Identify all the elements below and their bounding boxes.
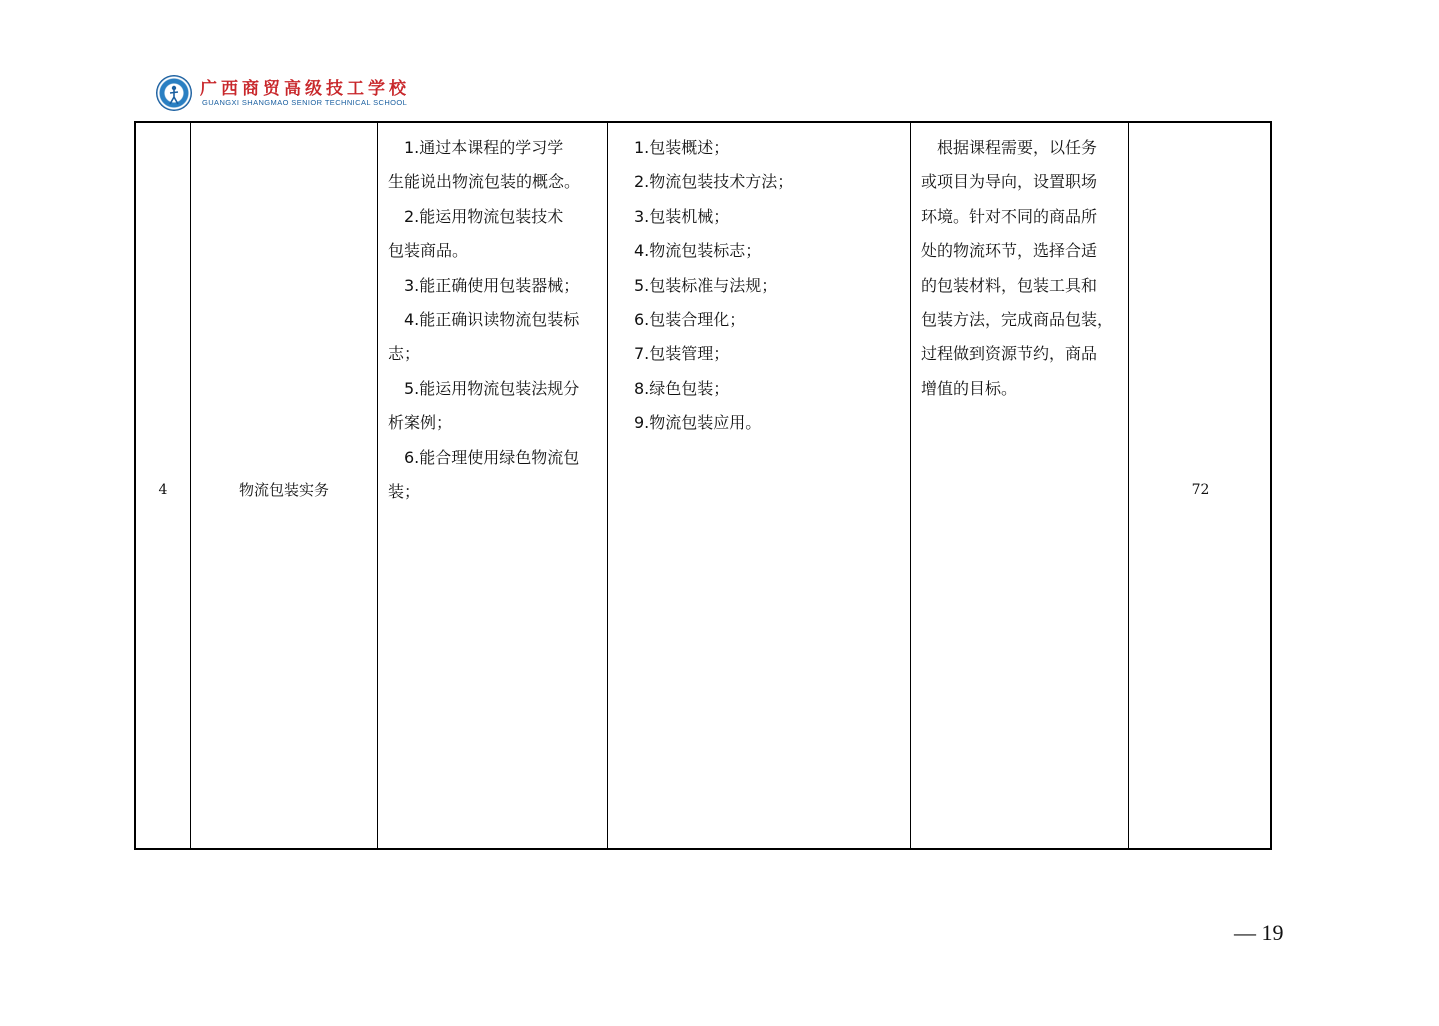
teaching-line: 处的物流环节，选择合适 [921, 241, 1098, 261]
course-hours: 72 [1191, 482, 1210, 498]
objective-line: 析案例； [388, 413, 453, 433]
objective-line: 4.能正确识读物流包装标 [388, 310, 580, 330]
teaching-line: 的包装材料，包装工具和 [921, 275, 1098, 295]
school-header [156, 72, 456, 116]
objective-line: 2.能运用物流包装技术 [388, 206, 564, 226]
cell-objectives [377, 123, 607, 848]
athlete-figure-icon [168, 85, 180, 105]
cell-course [190, 123, 377, 848]
teaching-line: 增值的目标。 [921, 378, 1018, 398]
cell-number [136, 123, 190, 848]
content-line: 9.物流包装应用。 [634, 413, 762, 433]
objectives-text [388, 131, 599, 509]
objective-line: 志； [388, 344, 421, 364]
cell-hours [1128, 123, 1272, 848]
course-name: 物流包装实务 [238, 481, 329, 499]
teaching-text [921, 131, 1120, 406]
content-line: 4.物流包装标志； [634, 241, 762, 261]
objective-line: 6.能合理使用绿色物流包 [388, 447, 580, 467]
teaching-line: 或项目为导向，设置职场 [921, 172, 1098, 192]
teaching-line: 包装方法，完成商品包装， [921, 310, 1114, 330]
content-line: 7.包装管理； [634, 344, 730, 364]
objective-line: 包装商品。 [388, 241, 469, 261]
page-number: — 19 [1234, 920, 1284, 945]
objective-line: 3.能正确使用包装器械； [388, 275, 580, 295]
teaching-line: 环境。针对不同的商品所 [921, 206, 1098, 226]
school-name-cn: 广西商贸高级技工学校 [200, 79, 410, 99]
content-line: 8.绿色包装； [634, 378, 730, 398]
content-line: 3.包装机械； [634, 206, 730, 226]
teaching-line: 过程做到资源节约，商品 [921, 344, 1098, 364]
teaching-line: 根据课程需要，以任务 [921, 138, 1098, 157]
objective-line: 装； [388, 482, 421, 502]
content-text [634, 131, 902, 441]
school-name-en: GUANGXI SHANGMAO SENIOR TECHNICAL SCHOOL [202, 98, 408, 107]
objective-line: 1.通过本课程的学习学 [388, 138, 564, 157]
cell-teaching [910, 123, 1128, 848]
content-line: 6.包装合理化； [634, 310, 746, 330]
cell-content [607, 123, 910, 848]
course-table [134, 121, 1272, 850]
content-line: 1.包装概述； [634, 138, 730, 157]
content-line: 2.物流包装技术方法； [634, 172, 794, 192]
school-emblem-icon [156, 75, 192, 111]
objective-line: 5.能运用物流包装法规分 [388, 378, 580, 398]
objective-line: 生能说出物流包装的概念。 [388, 172, 581, 192]
content-line: 5.包装标准与法规； [634, 275, 778, 295]
row-number: 4 [158, 482, 168, 498]
